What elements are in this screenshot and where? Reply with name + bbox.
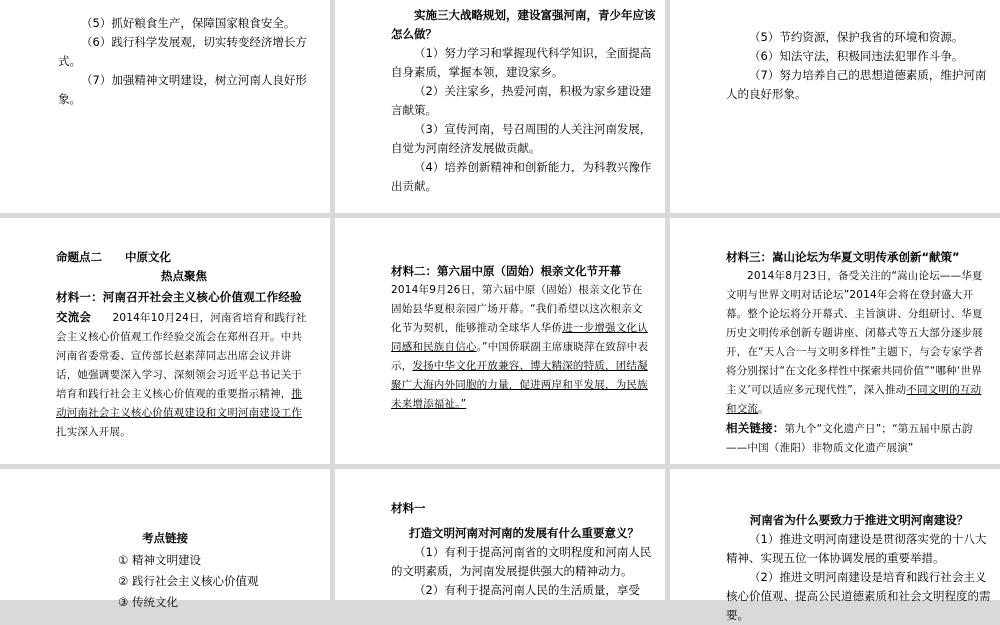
- slide-panel-2: [335, 0, 665, 213]
- text-line: （5）节约资源，保护我省的环境和资源。: [749, 30, 964, 44]
- list-item: ③ 传统文化: [118, 595, 178, 609]
- text-line: （6）知法守法，积极同违法犯罪作斗争。: [749, 49, 964, 63]
- material-one-title: 材料一：河南召开社会主义核心价值观工作经验交流会: [56, 290, 302, 324]
- section-subheading: 热点聚焦: [161, 269, 207, 283]
- list-item: ② 践行社会主义核心价值观: [118, 574, 259, 588]
- text-line: （7）加强精神文明建设，树立河南人良好形象。: [58, 73, 307, 106]
- question-title: 河南省为什么要致力于推进文明河南建设？: [749, 513, 969, 527]
- panel-title: 实施三大战略规划，建设富强河南，青少年应该怎么做？: [391, 8, 656, 41]
- material-label: 材料一: [391, 501, 426, 515]
- list-item: （3）宣传河南，号召周围的人关注河南发展，自觉为河南经济发展做贡献。: [391, 122, 652, 155]
- material-two-title: 材料二：第六届中原（固始）根亲文化节开幕: [391, 264, 621, 278]
- material-three-end: 。: [758, 403, 769, 415]
- question-title: 打造文明河南对河南的发展有什么重要意义？: [409, 526, 639, 540]
- list-item: （1）有利于提高河南省的文明程度和河南人民的文明素质，为河南发展提供强大的精神动力。: [391, 545, 652, 578]
- related-label: 相关链接：: [726, 421, 785, 435]
- slide-panel-3: [670, 0, 1000, 213]
- material-one-text: 2014年10月24日，河南省培育和践行社会主义核心价值观工作经验交流会在郑州召开。中共河南省委常委、宣传部长赵素萍同志出席会议并讲话，她强调要深入学习、深刻领会习近平总书记关于培育和践行社会主义核心价值观的重要指示精神，: [56, 312, 307, 400]
- text-line: （6）践行科学发展观，切实转变经济增长方式。: [58, 35, 307, 68]
- slide-panel-5: [335, 218, 665, 464]
- list-item: （2）关注家乡，热爱河南，积极为家乡建设建言献策。: [391, 84, 652, 117]
- material-three-title: 材料三：嵩山论坛为华夏文明传承创新“献策”: [726, 250, 960, 264]
- material-two-underlined-1: 进一步增强文化认同感和民族自信心: [391, 322, 648, 353]
- slide-panel-4: [0, 218, 330, 464]
- slide-panel-8: [335, 469, 665, 600]
- material-two-underlined-2: 发扬中华文化开放兼容、博大精深的特质，团结凝聚广大海内外同胞的力量，促进两岸和平发展，为民族未来增添福祉。”: [391, 360, 648, 410]
- slide-panel-9: [670, 469, 1000, 622]
- list-item: ① 精神文明建设: [118, 553, 201, 567]
- slide-panel-1: [0, 0, 330, 213]
- material-one: [56, 288, 312, 442]
- material-three-body: [726, 267, 988, 419]
- text-line: （7）努力培养自己的思想道德素质，维护河南人的良好形象。: [726, 68, 987, 101]
- panel-title: 考点链接: [142, 531, 188, 545]
- related-link: [726, 419, 988, 458]
- slide-panel-7: [0, 469, 330, 609]
- list-item: （2）推进文明河南建设是培育和践行社会主义核心价值观、提高公民道德素质和社会文明程度的需要。: [726, 570, 991, 622]
- material-three-text: 2014年8月23日，备受关注的“嵩山论坛——华夏文明与世界文明对话论坛”2014年会将在登封盛大开幕。整个论坛将分开幕式、主旨演讲、分组研讨、华夏历史文明传承创新专题讲座、闭幕式等五大部分逐步展开，在“天人合一与文明多样性”主题下，与会专家学者将分别探讨“在文化多样性中探索共同价值”“哪种‘世界主义’可以适应多元现代性”，深入推动: [726, 270, 984, 396]
- material-two-text: 2014年9月26日，第六届中原（固始）根亲文化节在固始县华夏根亲园广场开幕。“我们希望以这次根亲文化节为契机，能够推动全球华人华侨: [391, 284, 643, 334]
- material-three-underlined: 不同文明的互动和交流: [726, 384, 982, 415]
- material-two-body: [391, 281, 653, 414]
- list-item: （1）努力学习和掌握现代科学知识，全面提高自身素质，掌握本领，建设家乡。: [391, 46, 652, 79]
- related-text: 第九个“文化遗产日”；“第五届中原古韵——中国（淮阳）非物质文化遗产展演”: [726, 423, 973, 454]
- section-heading: 命题点二 中原文化: [56, 250, 171, 264]
- list-item: （1）推进文明河南建设是贯彻落实党的十八大精神、实现五位一体协调发展的重要举措。: [726, 532, 987, 565]
- list-item: （2）有利于提高河南人民的生活质量，享受: [414, 583, 640, 597]
- material-one-underlined: 推动河南社会主义核心价值观建设和文明河南建设工作: [56, 388, 303, 419]
- material-two-text-2: 。”中国侨联副主席康晓萍在致辞中表示，: [391, 341, 649, 372]
- list-item: （4）培养创新精神和创新能力，为科教兴豫作出贡献。: [391, 160, 652, 193]
- slide-panel-6: [670, 218, 1000, 464]
- material-one-end: 扎实深入开展。: [56, 426, 131, 438]
- text-line: （5）抓好粮食生产，保障国家粮食安全。: [81, 16, 296, 30]
